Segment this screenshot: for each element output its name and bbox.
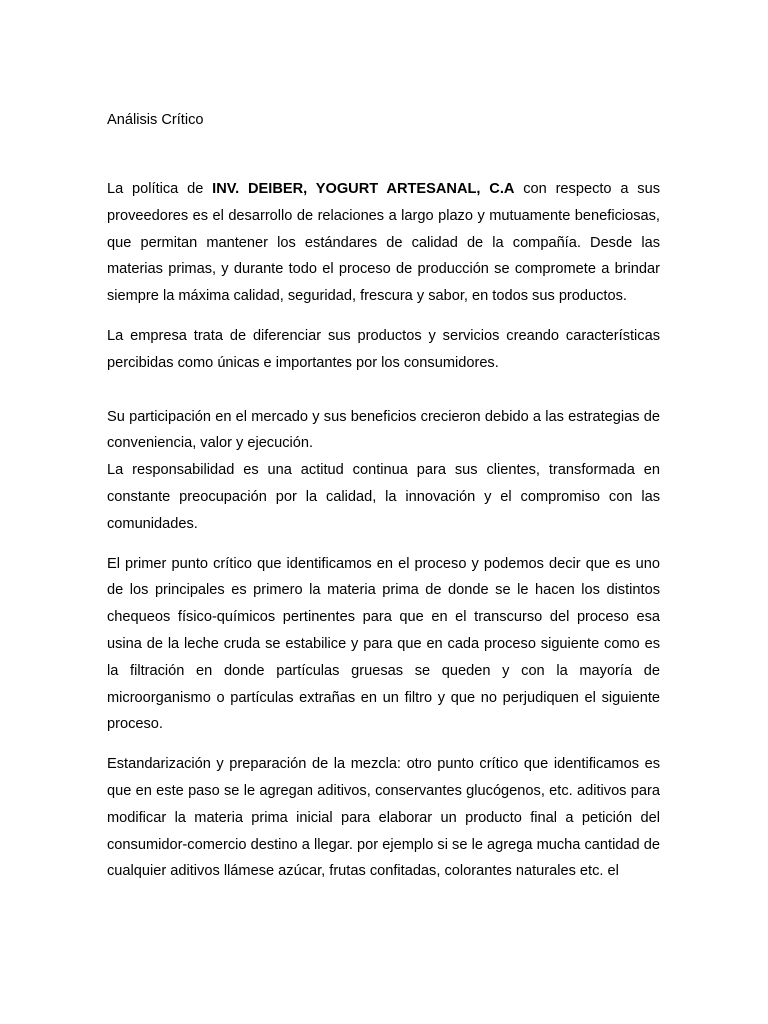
paragraph-first-critical-point: El primer punto crítico que identificamos en el proceso y podemos decir que es uno de los principales es primero la materia prima de donde se le hacen los distintos chequeos físico-químicos pertinentes para que en el transcurso del proceso esa usina de la leche cruda se estabilice y para que en cada proceso siguiente como es la filtración en donde partículas gruesas se queden y con la mayoría de microorganismo o partículas extrañas en un filtro y que no perjudiquen el siguiente proceso. [107, 555, 660, 733]
paragraph-standardization: Estandarización y preparación de la mezcla: otro punto crítico que identificamos es que en este paso se le agregan aditivos, conservantes glucógenos, etc. aditivos para modificar la materia prima inicial para elaborar un producto final a petición del consumidor-comercio destino a llegar. por ejemplo si se le agrega mucha cantidad de cualquier aditivos llámese azúcar, frutas confitadas, colorantes naturales etc. el [107, 756, 660, 880]
paragraph-lead-text: La política de [107, 181, 213, 197]
paragraph-responsibility: La responsabilidad es una actitud continua para sus clientes, transformada en constante preocupación por la calidad, la innovación y el compromiso con las comunidades. [107, 462, 660, 532]
document-title: Análisis Crítico [107, 112, 204, 128]
paragraph-differentiation: La empresa trata de diferenciar sus productos y servicios creando características percibidas como únicas e importantes por los consumidores. [107, 327, 660, 371]
paragraph-body-text: con respecto a sus proveedores es el desarrollo de relaciones a largo plazo y mutuamente beneficiosas, que permitan mantener los estándares de calidad de la compañía. Desde las materias primas, y durante todo el proceso de producción se compromete a brindar siempre la máxima calidad, seguridad, frescura y sabor, en todos sus productos. [107, 181, 660, 305]
paragraph-company-policy [107, 176, 660, 310]
document-page [107, 109, 660, 885]
company-name: INV. DEIBER, YOGURT ARTESANAL, C.A [212, 181, 515, 197]
paragraph-market-participation: Su participación en el mercado y sus beneficios crecieron debido a las estrategias de conveniencia, valor y ejecución. [107, 408, 660, 452]
